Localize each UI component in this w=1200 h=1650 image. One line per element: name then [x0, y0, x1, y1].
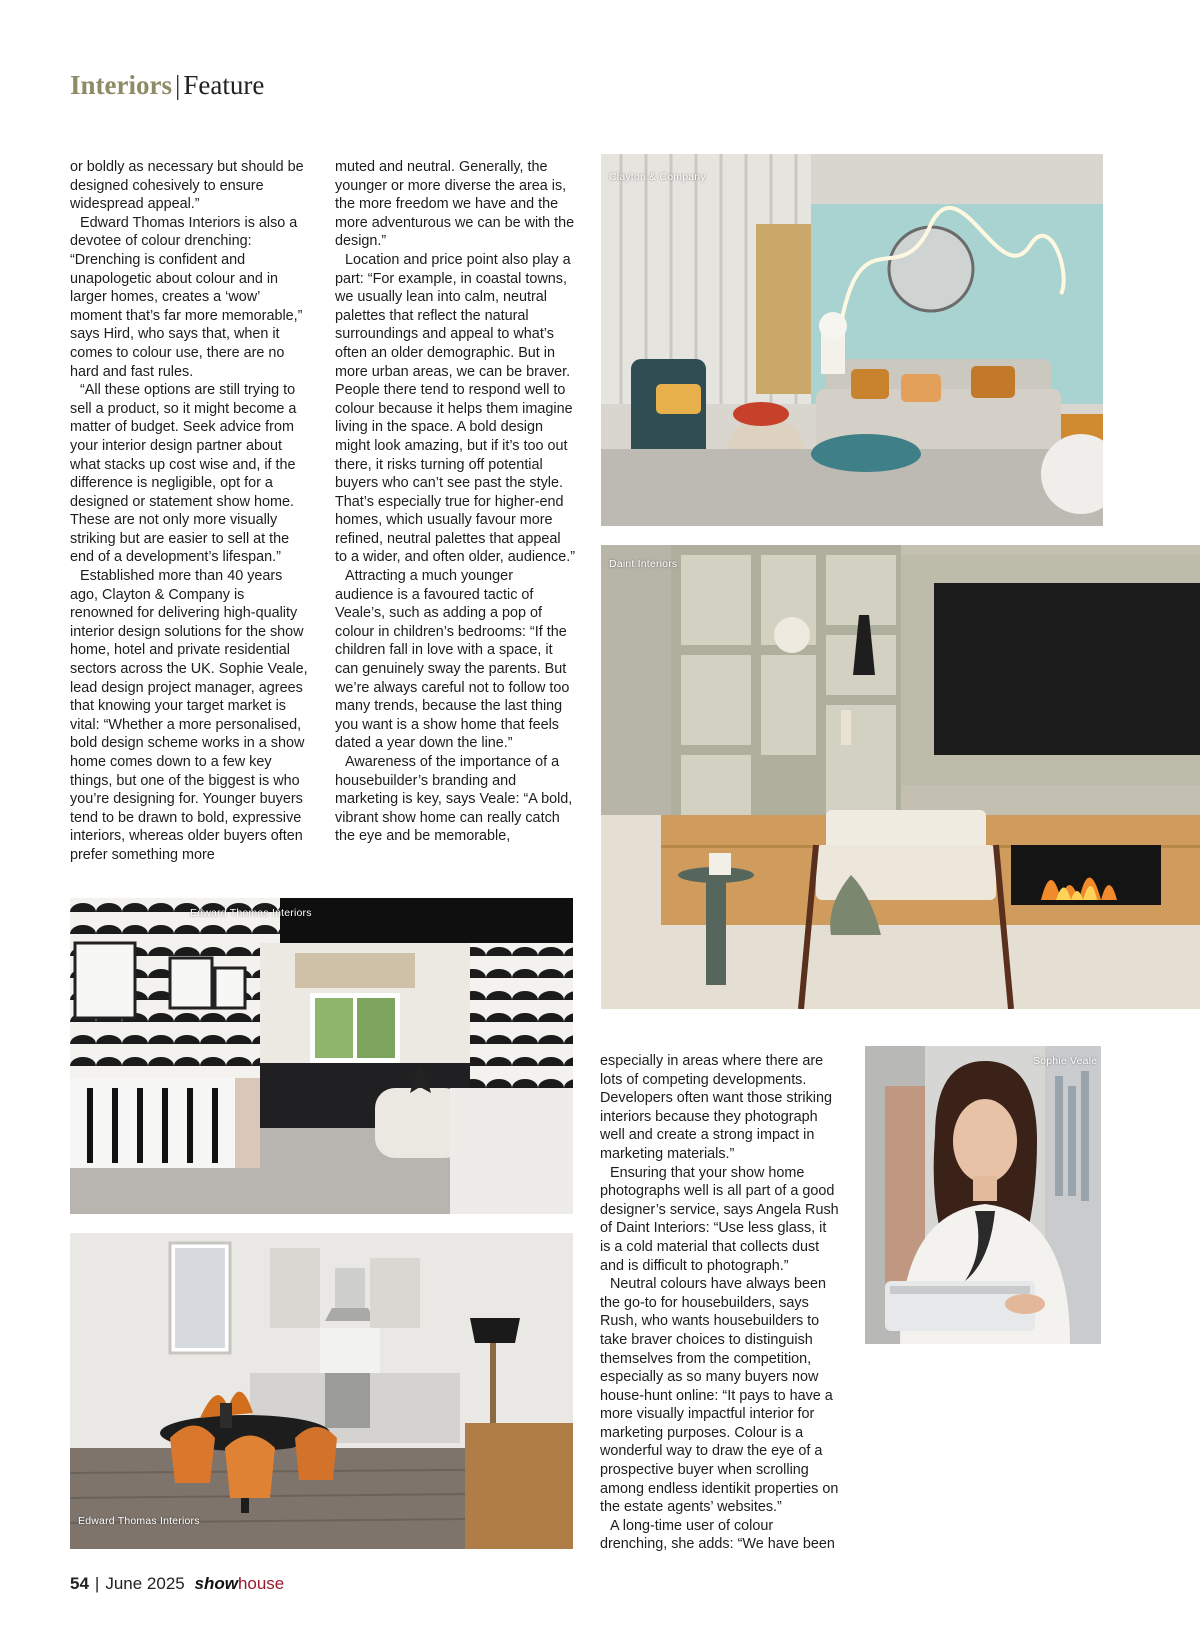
- paragraph: Neutral colours have always been the go-to for housebuilders, says Rush, who wants housebuilders to take braver choices to distinguish themselves from the competition, especially as so many buyers now house-hunt online: “It pays to have a more visually impactful interior for marketing purposes. Colour is a wonderful way to draw the eye of a prospective buyer when scrolling among endless identikit properties on the estate agents’ websites.”: [600, 1276, 839, 1516]
- paragraph: or boldly as necessary but should be designed cohesively to ensure widespread appeal.”: [70, 159, 304, 213]
- paragraph: Established more than 40 years ago, Clayton & Company is renowned for delivering high-quality interior design solutions for the show home, hotel and private residential sectors across the UK. Sophie Veale, lead design project manager, agrees that knowing your target market is vital: “Whether a more personalised, bold design scheme works in a show home comes down to a few key things, but one of the biggest is who you’re designing for. Younger buyers tend to be drawn to bold, expressive interiors, whereas older buyers often prefer something more: [70, 568, 308, 863]
- article-column-3: [600, 1052, 840, 1554]
- paragraph: Ensuring that your show home photographs well is all part of a good designer’s service, says Angela Rush of Daint Interiors: “Use less glass, it is a cold material that collects dust and is difficult to photograph.”: [600, 1164, 839, 1274]
- magazine-logo-bold: show: [194, 1574, 238, 1593]
- article-column-1: [70, 158, 310, 865]
- issue-date: June 2025: [105, 1574, 185, 1593]
- photo-credit: Sophie Veale: [1033, 1055, 1098, 1067]
- photo-credit: Clayton & Company: [609, 171, 706, 183]
- section-header: [70, 70, 264, 101]
- page-number: 54: [70, 1574, 89, 1593]
- photo-sophie-veale-portrait: [865, 1046, 1101, 1344]
- photo-credit: Edward Thomas Interiors: [190, 907, 312, 919]
- photo-daint-living-room: [601, 545, 1200, 1009]
- footer-separator: |: [94, 1574, 100, 1593]
- page-footer: [70, 1574, 284, 1594]
- magazine-logo-light: house: [237, 1574, 285, 1593]
- paragraph: Edward Thomas Interiors is also a devotee of colour drenching: “Drenching is confident and unapologetic about colour and in larger homes, creates a ‘wow’ moment that’s far more memorable,” says Hird, who says that, when it comes to colour use, there are no hard and fast rules.: [70, 214, 303, 380]
- photo-nursery: [70, 898, 573, 1214]
- paragraph: Awareness of the importance of a housebuilder’s branding and marketing is key, says Veale: “A bold, vibrant show home can really catch the eye and be memorable,: [335, 754, 573, 845]
- photo-clayton-living-room: [601, 154, 1103, 526]
- paragraph: Attracting a much younger audience is a favoured tactic of Veale’s, such as adding a pop of colour in children’s bedrooms: “If the children fall in love with a space, it can genuinely sway the parents. But we’re always careful not to follow too many trends, because the last thing you want is a show home that feels dated a year down the line.”: [335, 568, 570, 752]
- photo-credit: Edward Thomas Interiors: [78, 1515, 200, 1527]
- section-label: Interiors: [70, 70, 172, 100]
- header-separator: |: [174, 70, 181, 100]
- paragraph: especially in areas where there are lots of competing developments. Developers often want those striking interiors because they photograph well and create a strong impact in marketing materials.”: [600, 1053, 832, 1162]
- subsection-label: Feature: [183, 70, 265, 100]
- photo-kitchen-diner: [70, 1233, 573, 1549]
- magazine-logo: [194, 1574, 284, 1593]
- paragraph: “All these options are still trying to sell a product, so it might become a matter of budget. Seek advice from your interior design partner about what stacks up cost wise and, if the difference is negligible, opt for a designed or statement show home. These are not only more visually striking but are easier to sell at the end of a development’s lifespan.”: [70, 382, 297, 566]
- paragraph: muted and neutral. Generally, the younger or more diverse the area is, the more freedom we have and the more adventurous we can be with the design.”: [335, 159, 575, 250]
- photo-credit: Daint Interiors: [609, 558, 678, 570]
- article-column-2: [335, 158, 575, 846]
- paragraph: A long-time user of colour drenching, she adds: “We have been: [600, 1517, 835, 1553]
- paragraph: Location and price point also play a part: “For example, in coastal towns, we usually lean into calm, neutral palettes that reflect the natural surroundings and appeal to what’s often an older demographic. But in more urban areas, we can be braver. People there tend to respond well to colour because it helps them imagine living in the space. A bold design might look amazing, but if it’s too out there, it risks turning off potential buyers who can’t see past the style. That’s especially true for higher-end homes, which usually favour more refined, neutral palettes that appeal to a wider, and often older, audience.”: [335, 251, 576, 566]
